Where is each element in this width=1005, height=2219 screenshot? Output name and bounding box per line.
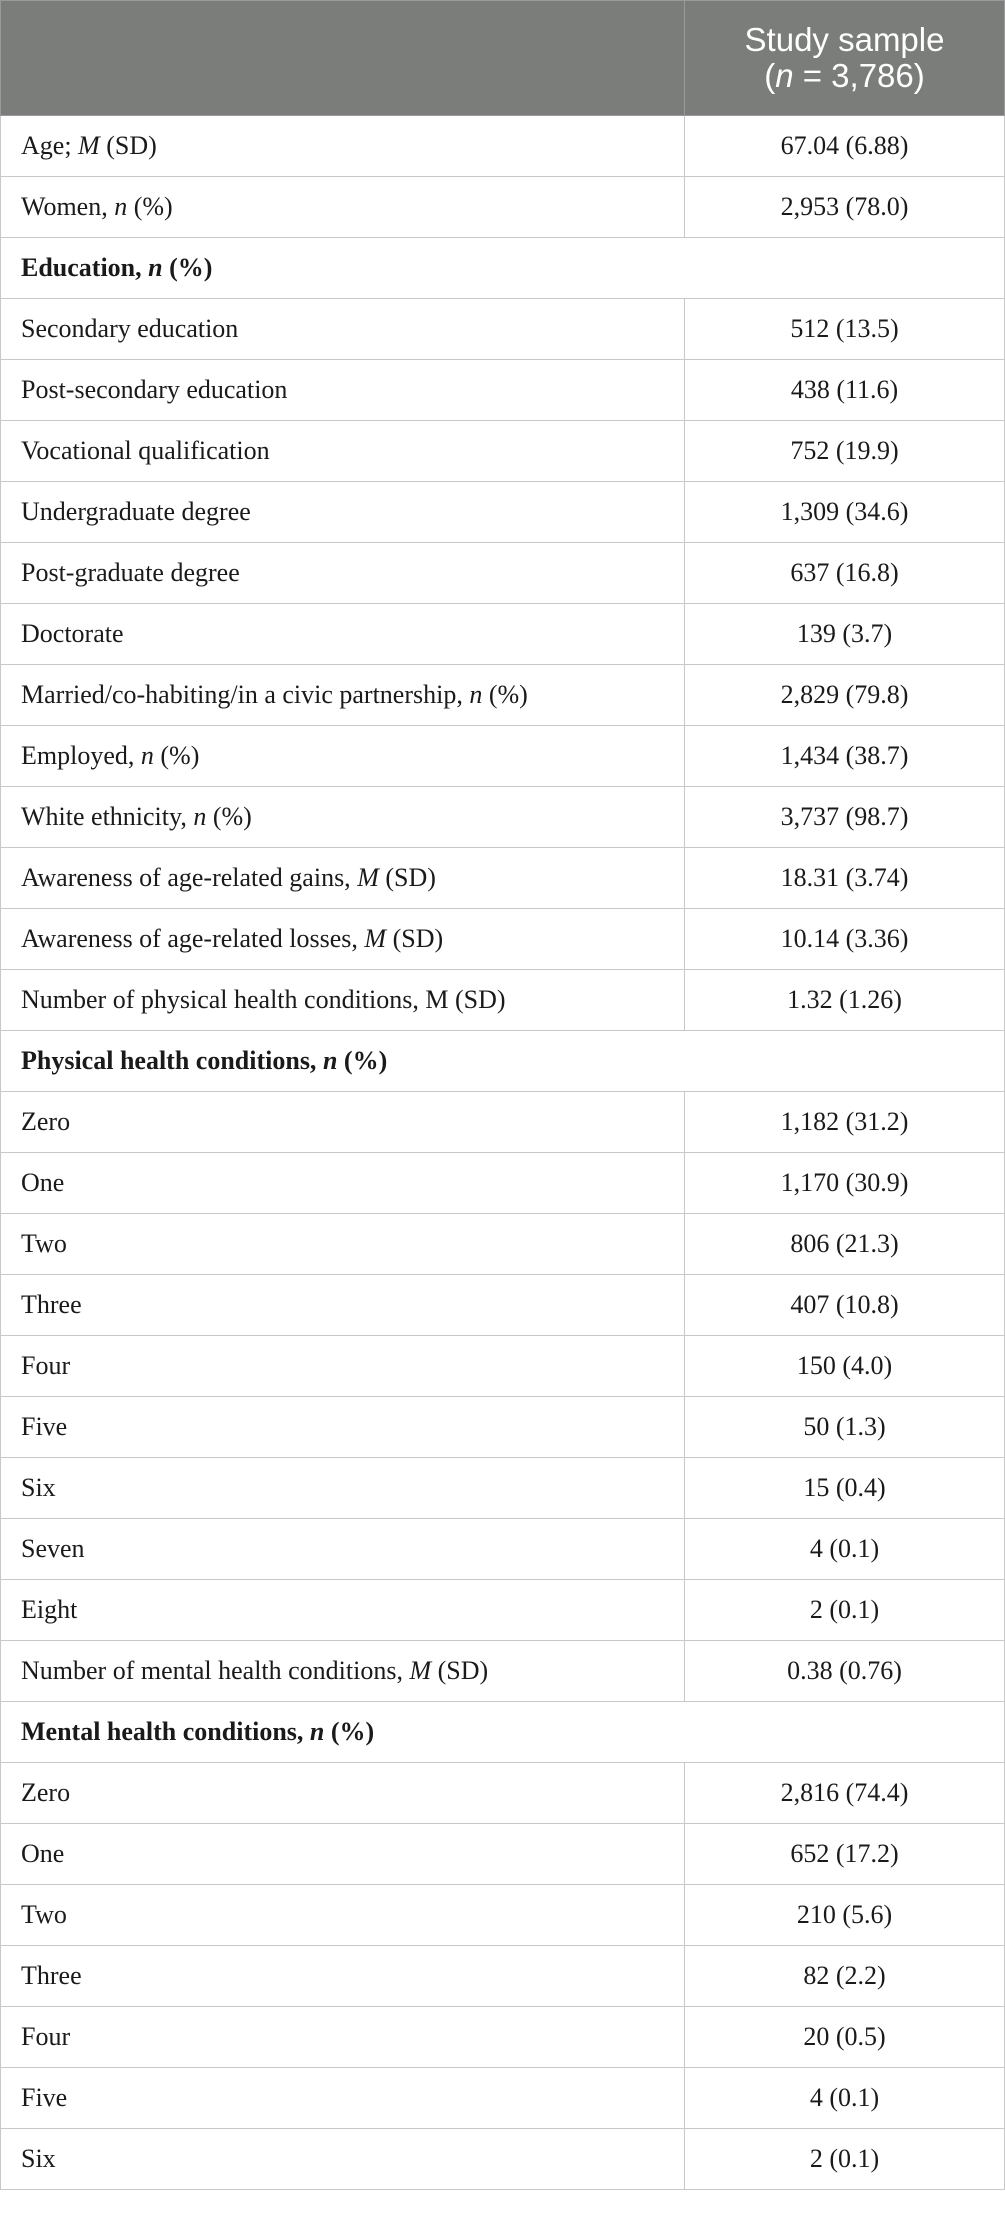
label-suffix: (%) bbox=[153, 741, 200, 770]
row-label-cell bbox=[1, 1458, 685, 1519]
table-row bbox=[1, 1214, 1005, 1275]
section-header-row bbox=[1, 238, 1005, 299]
row-label-cell bbox=[1, 1885, 685, 1946]
section-header-row bbox=[1, 1702, 1005, 1763]
row-value-cell: 752 (19.9) bbox=[685, 421, 1005, 482]
row-value-cell: 150 (4.0) bbox=[685, 1336, 1005, 1397]
row-label-cell bbox=[1, 116, 685, 177]
label-text: One bbox=[21, 1839, 65, 1868]
table-body bbox=[1, 116, 1005, 2190]
label-text: Six bbox=[21, 1473, 56, 1502]
label-text: Post-secondary education bbox=[21, 375, 288, 404]
label-text: Zero bbox=[21, 1778, 71, 1807]
row-label-cell bbox=[1, 1397, 685, 1458]
label-suffix: (%) bbox=[324, 1717, 375, 1746]
row-label-cell bbox=[1, 421, 685, 482]
label-text: Two bbox=[21, 1229, 67, 1258]
label-text: Doctorate bbox=[21, 619, 124, 648]
table-row bbox=[1, 1641, 1005, 1702]
stat-symbol: n bbox=[193, 802, 207, 831]
table-row bbox=[1, 482, 1005, 543]
table-row bbox=[1, 299, 1005, 360]
stat-symbol: n bbox=[140, 741, 154, 770]
row-value-cell: 4 (0.1) bbox=[685, 2068, 1005, 2129]
row-value-cell: 139 (3.7) bbox=[685, 604, 1005, 665]
label-suffix: (SD) bbox=[386, 924, 444, 953]
row-value-cell: 806 (21.3) bbox=[685, 1214, 1005, 1275]
header-n-value: = 3,786) bbox=[793, 57, 925, 94]
row-value-cell: 407 (10.8) bbox=[685, 1275, 1005, 1336]
label-suffix: (%) bbox=[127, 192, 173, 221]
stat-symbol: n bbox=[148, 253, 163, 282]
label-text: Vocational qualification bbox=[21, 436, 270, 465]
label-text: Secondary education bbox=[21, 314, 239, 343]
table-header-row bbox=[1, 1, 1005, 116]
stat-symbol: n bbox=[114, 192, 128, 221]
section-header-row bbox=[1, 1031, 1005, 1092]
row-value-cell: 637 (16.8) bbox=[685, 543, 1005, 604]
row-value-cell: 15 (0.4) bbox=[685, 1458, 1005, 1519]
stat-symbol: n bbox=[322, 1046, 338, 1075]
label-text: Zero bbox=[21, 1107, 71, 1136]
table-row bbox=[1, 970, 1005, 1031]
row-label-cell bbox=[1, 1824, 685, 1885]
stat-symbol: M bbox=[364, 924, 387, 953]
row-value-cell: 652 (17.2) bbox=[685, 1824, 1005, 1885]
row-value-cell: 210 (5.6) bbox=[685, 1885, 1005, 1946]
row-label-cell bbox=[1, 1763, 685, 1824]
table-row bbox=[1, 2007, 1005, 2068]
row-value-cell: 1.32 (1.26) bbox=[685, 970, 1005, 1031]
table-row bbox=[1, 2129, 1005, 2190]
header-label-cell bbox=[1, 1, 685, 116]
row-label-cell bbox=[1, 299, 685, 360]
table-row bbox=[1, 787, 1005, 848]
header-study-sample-cell bbox=[685, 1, 1005, 116]
row-value-cell: 2 (0.1) bbox=[685, 1580, 1005, 1641]
row-value-cell: 2,953 (78.0) bbox=[685, 177, 1005, 238]
stat-symbol: n bbox=[309, 1717, 325, 1746]
row-label-cell bbox=[1, 1336, 685, 1397]
table-row bbox=[1, 1092, 1005, 1153]
row-label-cell bbox=[1, 1214, 685, 1275]
label-suffix: (%) bbox=[206, 802, 252, 831]
label-text: Employed, bbox=[21, 741, 141, 770]
row-label-cell bbox=[1, 1153, 685, 1214]
section-label-cell bbox=[1, 238, 1005, 299]
table-row bbox=[1, 2068, 1005, 2129]
row-label-cell bbox=[1, 2129, 685, 2190]
table-row bbox=[1, 665, 1005, 726]
table-row bbox=[1, 848, 1005, 909]
table-row bbox=[1, 1519, 1005, 1580]
row-value-cell: 1,309 (34.6) bbox=[685, 482, 1005, 543]
row-label-cell bbox=[1, 1641, 685, 1702]
table-row bbox=[1, 1885, 1005, 1946]
table-row bbox=[1, 1397, 1005, 1458]
label-text: Awareness of age-related gains, bbox=[21, 863, 358, 892]
label-text: Undergraduate degree bbox=[21, 497, 251, 526]
row-label-cell bbox=[1, 604, 685, 665]
label-text: Physical health conditions, bbox=[21, 1046, 323, 1075]
table-row bbox=[1, 1153, 1005, 1214]
label-text: Eight bbox=[21, 1595, 78, 1624]
row-label-cell bbox=[1, 482, 685, 543]
row-value-cell: 18.31 (3.74) bbox=[685, 848, 1005, 909]
label-suffix: (%) bbox=[337, 1046, 388, 1075]
table-row bbox=[1, 726, 1005, 787]
row-value-cell: 67.04 (6.88) bbox=[685, 116, 1005, 177]
row-label-cell bbox=[1, 726, 685, 787]
table-row bbox=[1, 116, 1005, 177]
row-value-cell: 1,170 (30.9) bbox=[685, 1153, 1005, 1214]
label-text: Women, bbox=[21, 192, 115, 221]
label-text: Seven bbox=[21, 1534, 85, 1563]
label-text: Post-graduate degree bbox=[21, 558, 240, 587]
label-text: Three bbox=[21, 1290, 82, 1319]
table-row bbox=[1, 1763, 1005, 1824]
label-text: Awareness of age-related losses, bbox=[21, 924, 365, 953]
row-value-cell: 20 (0.5) bbox=[685, 2007, 1005, 2068]
row-label-cell bbox=[1, 543, 685, 604]
row-value-cell: 438 (11.6) bbox=[685, 360, 1005, 421]
table-row bbox=[1, 1275, 1005, 1336]
label-text: Married/co-habiting/in a civic partnership, bbox=[21, 680, 470, 709]
section-label-cell bbox=[1, 1031, 1005, 1092]
label-text: White ethnicity, bbox=[21, 802, 194, 831]
label-text: Three bbox=[21, 1961, 82, 1990]
stat-symbol: M bbox=[78, 131, 100, 160]
label-text: Education, bbox=[21, 253, 149, 282]
row-value-cell: 1,182 (31.2) bbox=[685, 1092, 1005, 1153]
label-suffix: (SD) bbox=[431, 1656, 489, 1685]
label-text: Number of physical health conditions, M (SD) bbox=[21, 985, 506, 1014]
table-row bbox=[1, 421, 1005, 482]
label-suffix: (SD) bbox=[99, 131, 157, 160]
label-text: Two bbox=[21, 1900, 67, 1929]
row-label-cell bbox=[1, 665, 685, 726]
stat-symbol: n bbox=[469, 680, 483, 709]
table-row bbox=[1, 1336, 1005, 1397]
row-value-cell: 4 (0.1) bbox=[685, 1519, 1005, 1580]
label-text: Six bbox=[21, 2144, 56, 2173]
row-value-cell: 2 (0.1) bbox=[685, 2129, 1005, 2190]
row-label-cell bbox=[1, 787, 685, 848]
label-suffix: (%) bbox=[162, 253, 213, 282]
row-label-cell bbox=[1, 2068, 685, 2129]
label-text: Four bbox=[21, 1351, 71, 1380]
row-label-cell bbox=[1, 848, 685, 909]
row-label-cell bbox=[1, 1092, 685, 1153]
row-label-cell bbox=[1, 1275, 685, 1336]
stat-symbol: M bbox=[409, 1656, 432, 1685]
row-value-cell: 2,816 (74.4) bbox=[685, 1763, 1005, 1824]
row-value-cell: 10.14 (3.36) bbox=[685, 909, 1005, 970]
row-label-cell bbox=[1, 1946, 685, 2007]
row-label-cell bbox=[1, 970, 685, 1031]
table-row bbox=[1, 1458, 1005, 1519]
table-row bbox=[1, 360, 1005, 421]
label-text: Four bbox=[21, 2022, 71, 2051]
row-label-cell bbox=[1, 1580, 685, 1641]
row-value-cell: 2,829 (79.8) bbox=[685, 665, 1005, 726]
table-row bbox=[1, 1824, 1005, 1885]
row-label-cell bbox=[1, 1519, 685, 1580]
row-value-cell: 50 (1.3) bbox=[685, 1397, 1005, 1458]
table-row bbox=[1, 543, 1005, 604]
section-label-cell bbox=[1, 1702, 1005, 1763]
label-text: Five bbox=[21, 1412, 68, 1441]
header-n-open: ( bbox=[764, 57, 776, 94]
label-suffix: (SD) bbox=[378, 863, 436, 892]
stat-symbol: M bbox=[357, 863, 379, 892]
label-text: One bbox=[21, 1168, 65, 1197]
header-n-symbol: n bbox=[775, 57, 794, 94]
table-row bbox=[1, 1946, 1005, 2007]
label-text: Age; bbox=[21, 131, 79, 160]
label-text: Mental health conditions, bbox=[21, 1717, 310, 1746]
row-value-cell: 82 (2.2) bbox=[685, 1946, 1005, 2007]
table-row bbox=[1, 604, 1005, 665]
row-label-cell bbox=[1, 909, 685, 970]
row-value-cell: 0.38 (0.76) bbox=[685, 1641, 1005, 1702]
row-label-cell bbox=[1, 360, 685, 421]
row-value-cell: 512 (13.5) bbox=[685, 299, 1005, 360]
row-value-cell: 3,737 (98.7) bbox=[685, 787, 1005, 848]
label-text: Five bbox=[21, 2083, 68, 2112]
label-suffix: (%) bbox=[482, 680, 528, 709]
table-row bbox=[1, 1580, 1005, 1641]
table-row bbox=[1, 909, 1005, 970]
header-title: Study sample bbox=[744, 21, 945, 58]
row-label-cell bbox=[1, 2007, 685, 2068]
label-text: Number of mental health conditions, bbox=[21, 1656, 410, 1685]
row-label-cell bbox=[1, 177, 685, 238]
table-row bbox=[1, 177, 1005, 238]
row-value-cell: 1,434 (38.7) bbox=[685, 726, 1005, 787]
